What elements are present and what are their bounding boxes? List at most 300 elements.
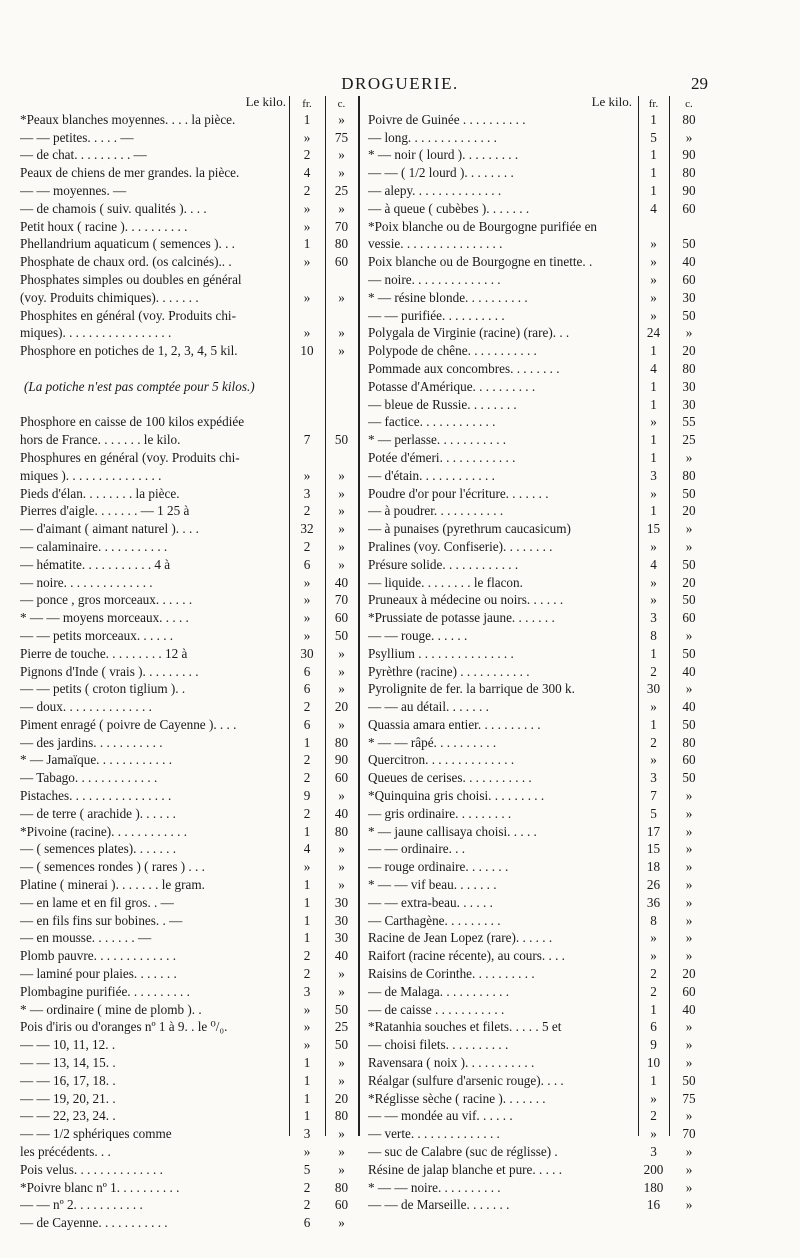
- table-row: [0, 519, 358, 537]
- table-row: [360, 1089, 800, 1107]
- table-row: [360, 146, 800, 164]
- price-francs: 1: [650, 1001, 657, 1017]
- price-francs: 4: [303, 841, 311, 857]
- price-centimes: »: [338, 877, 345, 893]
- item-description: — — de Marseille. . . . . . .: [368, 1197, 510, 1213]
- item-description: Phosphate de chaux ord. (os calcinés).. .: [20, 254, 232, 270]
- item-description: — de caisse . . . . . . . . . . .: [368, 1001, 505, 1017]
- price-centimes: 40: [682, 254, 696, 270]
- item-description: — bleue de Russie. . . . . . . .: [368, 396, 517, 412]
- price-francs: 1: [303, 1072, 311, 1088]
- table-row: [0, 359, 358, 377]
- item-description: — liquide. . . . . . . . le flacon.: [368, 574, 523, 590]
- price-centimes: 50: [682, 307, 696, 323]
- item-description: Racine de Jean Lopez (rare). . . . . .: [368, 930, 553, 946]
- price-francs: »: [650, 699, 657, 715]
- item-description: — — au détail. . . . . . .: [368, 699, 489, 715]
- price-centimes: »: [685, 681, 693, 697]
- unit-label: Le kilo.: [245, 94, 286, 109]
- table-row: [0, 573, 358, 591]
- price-francs: 2: [650, 983, 657, 999]
- price-centimes: »: [685, 823, 693, 839]
- price-centimes: »: [685, 129, 693, 145]
- price-francs: »: [303, 200, 311, 216]
- price-centimes: »: [338, 681, 345, 697]
- item-description: — — extra-beau. . . . . .: [368, 894, 493, 910]
- table-row: [360, 199, 800, 217]
- item-description: Raisins de Corinthe. . . . . . . . . .: [368, 966, 535, 982]
- table-row: [0, 377, 358, 395]
- table-row: [360, 128, 800, 146]
- table-row: [360, 840, 800, 858]
- price-francs: »: [650, 289, 657, 305]
- item-description: (La potiche n'est pas comptée pour 5 kilos.): [24, 378, 255, 394]
- price-francs: 15: [646, 841, 661, 857]
- price-centimes: »: [338, 165, 345, 181]
- price-francs: »: [650, 752, 657, 768]
- left-price-column: [0, 94, 358, 1231]
- left-column-header: [0, 96, 358, 110]
- item-description: — à poudrer. . . . . . . . . . .: [368, 503, 504, 519]
- item-description: * — perlasse. . . . . . . . . . .: [368, 432, 507, 448]
- table-row: [0, 1053, 358, 1071]
- item-description: — en lame et en fil gros. . —: [20, 894, 174, 910]
- table-row: [360, 946, 800, 964]
- item-description: hors de France. . . . . . . le kilo.: [20, 432, 181, 448]
- price-francs: 2: [303, 805, 311, 821]
- table-row: [360, 466, 800, 484]
- price-francs: 4: [650, 360, 657, 376]
- price-francs: 1: [303, 894, 311, 910]
- table-row: [360, 982, 800, 1000]
- price-francs: 1: [650, 449, 657, 465]
- price-francs: 1: [650, 396, 657, 412]
- price-francs: 17: [646, 823, 661, 839]
- item-description: — choisi filets. . . . . . . . . .: [368, 1037, 509, 1053]
- price-francs: »: [303, 325, 311, 341]
- price-francs: 200: [643, 1161, 664, 1177]
- table-row: [0, 1160, 358, 1178]
- table-row: [0, 395, 358, 413]
- price-francs: 3: [650, 1144, 657, 1160]
- price-centimes: 80: [682, 111, 696, 127]
- item-description: *Poivre blanc nº 1. . . . . . . . . .: [20, 1179, 180, 1195]
- item-description: — des jardins. . . . . . . . . . .: [20, 734, 163, 750]
- table-row: [0, 1142, 358, 1160]
- price-francs: »: [650, 1090, 657, 1106]
- table-row: [360, 555, 800, 573]
- table-row: [360, 1107, 800, 1125]
- price-centimes: 50: [334, 1001, 349, 1017]
- table-row: [0, 341, 358, 359]
- item-description: *Ratanhia souches et filets. . . . . 5 et: [368, 1019, 562, 1035]
- price-francs: »: [303, 1001, 311, 1017]
- item-description: — ( semences rondes ) ( rares ) . . .: [20, 859, 205, 875]
- price-centimes: 30: [682, 396, 696, 412]
- table-row: [360, 430, 800, 448]
- table-row: [360, 751, 800, 769]
- item-description: — — mondée au vif. . . . . .: [368, 1108, 513, 1124]
- item-description: *Quinquina gris choisi. . . . . . . . .: [368, 788, 545, 804]
- item-description: Potasse d'Amérique. . . . . . . . . .: [368, 378, 536, 394]
- price-centimes: »: [338, 1055, 345, 1071]
- table-row: [360, 1160, 800, 1178]
- price-centimes: 30: [334, 930, 349, 946]
- item-description: Pyrèthre (racine) . . . . . . . . . . .: [368, 663, 530, 679]
- unit-label: Le kilo.: [591, 94, 632, 109]
- table-row: [0, 608, 358, 626]
- price-centimes: 50: [682, 770, 696, 786]
- price-francs: 3: [303, 485, 311, 501]
- price-centimes: 60: [334, 254, 349, 270]
- table-row: [0, 804, 358, 822]
- price-francs: 36: [646, 894, 661, 910]
- price-centimes: »: [685, 1108, 693, 1124]
- table-row: [360, 680, 800, 698]
- table-row: [360, 626, 800, 644]
- price-centimes: 20: [682, 343, 696, 359]
- price-centimes: »: [338, 521, 345, 537]
- price-francs: 5: [650, 129, 657, 145]
- price-centimes: 70: [334, 218, 349, 234]
- price-centimes: 50: [334, 1037, 349, 1053]
- price-francs: 10: [300, 343, 314, 359]
- price-francs: 2: [303, 503, 311, 519]
- price-francs: 2: [650, 663, 657, 679]
- item-description: Pois velus. . . . . . . . . . . . . .: [20, 1161, 163, 1177]
- right-column-header: [360, 96, 800, 110]
- table-row: [360, 181, 800, 199]
- item-description: Polygala de Virginie (racine) (rare). . .: [368, 325, 570, 341]
- item-description: Pyrolignite de fer. la barrique de 300 k.: [368, 681, 575, 697]
- item-description: — — ordinaire. . .: [368, 841, 466, 857]
- price-francs: 7: [303, 432, 311, 448]
- table-row: [0, 715, 358, 733]
- table-row: [360, 875, 800, 893]
- price-francs: 2: [303, 147, 311, 163]
- table-row: [360, 252, 800, 270]
- price-centimes: 60: [334, 1197, 349, 1213]
- table-row: [0, 893, 358, 911]
- table-row: [360, 857, 800, 875]
- price-centimes: »: [685, 449, 693, 465]
- price-centimes: »: [685, 948, 693, 964]
- table-row: [360, 573, 800, 591]
- price-centimes: »: [338, 841, 345, 857]
- price-francs: »: [650, 307, 657, 323]
- table-row: [0, 982, 358, 1000]
- price-francs: 6: [650, 1019, 657, 1035]
- price-francs: »: [303, 592, 311, 608]
- price-francs: »: [650, 414, 657, 430]
- price-centimes: »: [338, 538, 345, 554]
- price-centimes: 30: [334, 912, 349, 928]
- page-title: DROGUERIE.: [341, 74, 459, 93]
- price-centimes: 40: [334, 574, 349, 590]
- item-description: * — noir ( lourd ). . . . . . . . .: [368, 147, 519, 163]
- price-francs: 2: [650, 734, 657, 750]
- item-description: — verte. . . . . . . . . . . . . .: [368, 1126, 500, 1142]
- price-centimes: 60: [334, 610, 349, 626]
- item-description: Résine de jalap blanche et pure. . . . .: [368, 1161, 563, 1177]
- price-francs: 1: [303, 111, 311, 127]
- item-description: Pois d'iris ou d'oranges nº 1 à 9. . le ⁰/₀.: [20, 1019, 228, 1035]
- price-francs: 6: [303, 663, 311, 679]
- price-centimes: 50: [682, 645, 696, 661]
- item-description: — de terre ( arachide ). . . . . .: [20, 805, 176, 821]
- price-centimes: »: [685, 325, 693, 341]
- table-row: [0, 1178, 358, 1196]
- price-centimes: 20: [334, 699, 349, 715]
- table-row: [0, 181, 358, 199]
- price-centimes: 50: [334, 627, 349, 643]
- table-row: [360, 537, 800, 555]
- item-description: — à punaises (pyrethrum caucasicum): [368, 521, 571, 537]
- price-centimes: 50: [682, 236, 696, 252]
- item-description: — à queue ( cubèbes ). . . . . . .: [368, 200, 530, 216]
- price-centimes: »: [338, 289, 345, 305]
- price-francs: 32: [300, 521, 314, 537]
- price-francs: 1: [303, 1090, 311, 1106]
- item-description: Peaux de chiens de mer grandes. la pièce.: [20, 165, 240, 181]
- item-description: Pistaches. . . . . . . . . . . . . . . .: [20, 788, 172, 804]
- item-description: Piment enragé ( poivre de Cayenne ). . . .: [20, 716, 237, 732]
- price-centimes: 60: [682, 610, 696, 626]
- item-description: — gris ordinaire. . . . . . . . .: [368, 805, 512, 821]
- item-description: — long. . . . . . . . . . . . . .: [368, 129, 497, 145]
- c-header: c.: [337, 98, 346, 110]
- price-centimes: »: [338, 111, 345, 127]
- price-francs: 30: [300, 645, 314, 661]
- table-row: [360, 1196, 800, 1214]
- table-row: [0, 875, 358, 893]
- price-centimes: 20: [682, 503, 696, 519]
- item-description: vessie. . . . . . . . . . . . . . . .: [368, 236, 503, 252]
- price-centimes: 30: [334, 894, 349, 910]
- item-description: — factice. . . . . . . . . . . .: [368, 414, 496, 430]
- price-centimes: 50: [334, 432, 349, 448]
- price-centimes: 55: [682, 414, 696, 430]
- price-centimes: 75: [334, 129, 349, 145]
- table-row: [0, 324, 358, 342]
- price-centimes: »: [685, 538, 693, 554]
- price-francs: »: [650, 485, 657, 501]
- price-francs: 1: [650, 716, 657, 732]
- price-francs: 4: [650, 200, 657, 216]
- price-centimes: 60: [682, 983, 696, 999]
- item-description: miques ). . . . . . . . . . . . . . .: [20, 467, 162, 483]
- item-description: Potée d'émeri. . . . . . . . . . . .: [368, 449, 516, 465]
- price-francs: »: [650, 254, 657, 270]
- table-row: [360, 733, 800, 751]
- price-centimes: »: [685, 1055, 693, 1071]
- table-row: [0, 929, 358, 947]
- item-description: Phellandrium aquaticum ( semences ). . .: [20, 236, 235, 252]
- table-row: [0, 1124, 358, 1142]
- item-description: Plombagine purifiée. . . . . . . . . .: [20, 983, 190, 999]
- table-row: [0, 644, 358, 662]
- price-francs: 18: [646, 859, 661, 875]
- price-centimes: »: [338, 645, 345, 661]
- price-centimes: 25: [682, 432, 696, 448]
- table-row: [0, 733, 358, 751]
- price-centimes: 40: [334, 948, 349, 964]
- price-francs: 3: [650, 770, 657, 786]
- price-centimes: 80: [334, 1179, 349, 1195]
- item-description: — en mousse. . . . . . . —: [20, 930, 152, 946]
- price-francs: 2: [303, 538, 311, 554]
- price-centimes: »: [685, 894, 693, 910]
- table-row: [360, 591, 800, 609]
- price-francs: »: [650, 1126, 657, 1142]
- item-description: — rouge ordinaire. . . . . . .: [368, 859, 509, 875]
- table-row: [360, 484, 800, 502]
- table-row: [360, 697, 800, 715]
- item-description: Plomb pauvre. . . . . . . . . . . . .: [20, 948, 177, 964]
- table-row: [360, 1000, 800, 1018]
- item-description: Polypode de chêne. . . . . . . . . . .: [368, 343, 537, 359]
- price-centimes: 60: [682, 271, 696, 287]
- price-centimes: 50: [682, 716, 696, 732]
- table-row: [0, 1196, 358, 1214]
- table-row: [360, 1035, 800, 1053]
- item-description: — — purifiée. . . . . . . . . .: [368, 307, 505, 323]
- table-row: [0, 502, 358, 520]
- page-header: [0, 74, 800, 94]
- price-francs: 2: [303, 752, 311, 768]
- item-description: Quercitron. . . . . . . . . . . . . .: [368, 752, 515, 768]
- price-francs: »: [650, 592, 657, 608]
- price-centimes: 80: [334, 734, 349, 750]
- price-centimes: »: [338, 1126, 345, 1142]
- c-header: c.: [685, 98, 693, 110]
- price-centimes: 40: [334, 805, 349, 821]
- price-centimes: 40: [682, 1001, 696, 1017]
- table-row: [0, 235, 358, 253]
- price-francs: 10: [646, 1055, 661, 1071]
- price-centimes: »: [338, 200, 345, 216]
- item-description: Phosphites en général (voy. Produits chi-: [20, 307, 236, 323]
- price-francs: 2: [303, 182, 311, 198]
- table-row: [360, 502, 800, 520]
- price-centimes: »: [338, 788, 345, 804]
- price-centimes: 80: [334, 823, 349, 839]
- table-row: [360, 1142, 800, 1160]
- item-description: * — Jamaïque. . . . . . . . . . . .: [20, 752, 173, 768]
- item-description: — de chat. . . . . . . . . —: [20, 147, 147, 163]
- item-description: — — 22, 23, 24. .: [20, 1108, 116, 1124]
- table-row: [360, 217, 800, 235]
- price-centimes: 40: [682, 699, 696, 715]
- price-francs: 2: [303, 699, 311, 715]
- item-description: Réalgar (sulfure d'arsenic rouge). . . .: [368, 1072, 564, 1088]
- price-francs: 180: [643, 1179, 664, 1195]
- price-francs: 1: [303, 823, 311, 839]
- page-number: 29: [691, 74, 708, 93]
- table-row: [0, 1018, 358, 1036]
- price-francs: 1: [303, 877, 311, 893]
- table-row: [0, 751, 358, 769]
- price-francs: 8: [650, 627, 657, 643]
- price-francs: »: [303, 859, 311, 875]
- table-row: [0, 1089, 358, 1107]
- item-description: *Prussiate de potasse jaune. . . . . . .: [368, 610, 555, 626]
- price-centimes: »: [338, 467, 345, 483]
- item-description: — de Malaga. . . . . . . . . . .: [368, 983, 510, 999]
- price-centimes: 60: [334, 770, 349, 786]
- price-francs: 6: [303, 681, 311, 697]
- table-row: [360, 324, 800, 342]
- price-centimes: »: [338, 485, 345, 501]
- item-description: Psyllium . . . . . . . . . . . . . . .: [368, 645, 514, 661]
- price-francs: »: [650, 236, 657, 252]
- item-description: Pieds d'élan. . . . . . . . la pièce.: [20, 485, 180, 501]
- left-rows: [0, 110, 358, 1231]
- table-row: [0, 252, 358, 270]
- price-francs: 1: [650, 503, 657, 519]
- price-francs: 15: [646, 521, 661, 537]
- price-francs: 2: [303, 966, 311, 982]
- item-description: — d'aimant ( aimant naturel ). . . .: [20, 521, 199, 537]
- price-francs: »: [303, 254, 311, 270]
- price-centimes: 80: [682, 467, 696, 483]
- item-description: — hématite. . . . . . . . . . . 4 à: [20, 556, 171, 572]
- price-francs: »: [303, 574, 311, 590]
- price-francs: 5: [650, 805, 657, 821]
- price-centimes: »: [685, 841, 693, 857]
- price-centimes: »: [685, 877, 693, 893]
- price-francs: 1: [650, 645, 657, 661]
- price-centimes: »: [338, 859, 345, 875]
- price-francs: »: [650, 948, 657, 964]
- item-description: — en fils fins sur bobines. . —: [20, 912, 183, 928]
- price-francs: »: [303, 1037, 311, 1053]
- table-row: [0, 946, 358, 964]
- table-row: [360, 929, 800, 947]
- price-centimes: 80: [682, 165, 696, 181]
- price-francs: 7: [650, 788, 657, 804]
- price-centimes: 80: [334, 236, 349, 252]
- table-row: [360, 359, 800, 377]
- price-centimes: »: [685, 788, 693, 804]
- price-centimes: 60: [682, 200, 696, 216]
- price-centimes: 50: [682, 592, 696, 608]
- right-rows: [360, 110, 800, 1213]
- table-row: [360, 893, 800, 911]
- price-francs: 3: [650, 610, 657, 626]
- item-description: — — 19, 20, 21. .: [20, 1090, 116, 1106]
- table-row: [360, 768, 800, 786]
- table-row: [0, 537, 358, 555]
- price-centimes: 90: [682, 182, 696, 198]
- item-description: Phosphates simples ou doubles en général: [20, 271, 242, 287]
- table-row: [360, 110, 800, 128]
- item-description: — — 16, 17, 18. .: [20, 1072, 116, 1088]
- price-francs: 1: [303, 734, 311, 750]
- item-description: — de chamois ( suiv. qualités ). . . .: [20, 200, 207, 216]
- item-description: — alepy. . . . . . . . . . . . . .: [368, 182, 502, 198]
- price-francs: 3: [303, 983, 311, 999]
- table-row: [0, 199, 358, 217]
- table-row: [0, 1000, 358, 1018]
- price-centimes: »: [685, 1161, 693, 1177]
- table-row: [360, 715, 800, 733]
- price-francs: 4: [650, 556, 657, 572]
- item-description: Pierres d'aigle. . . . . . . — 1 25 à: [20, 503, 190, 519]
- price-francs: 16: [646, 1197, 661, 1213]
- price-centimes: 60: [682, 752, 696, 768]
- item-description: Phosphore en caisse de 100 kilos expédiée: [20, 414, 245, 430]
